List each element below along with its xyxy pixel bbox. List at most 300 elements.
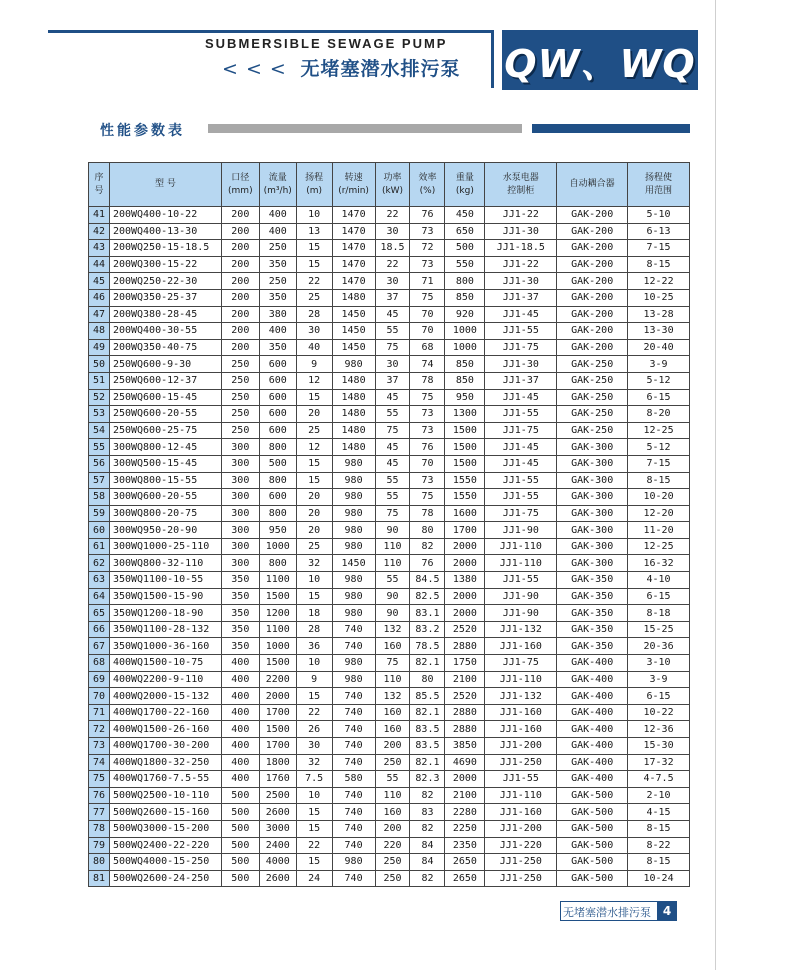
table-cell: 1500 — [259, 721, 296, 738]
table-cell: 500WQ2500-10-110 — [109, 787, 221, 804]
table-cell: 80 — [410, 671, 445, 688]
table-cell: 71 — [89, 704, 110, 721]
page-edge-line — [715, 0, 716, 970]
table-row — [89, 455, 690, 472]
table-cell: 550 — [445, 256, 485, 273]
table-cell: JJ1-18.5 — [485, 240, 557, 257]
table-cell: 2600 — [259, 804, 296, 821]
table-cell: 980 — [332, 505, 375, 522]
table-cell: 70 — [410, 455, 445, 472]
table-cell: 300 — [221, 505, 259, 522]
performance-table — [88, 162, 690, 887]
table-cell: 82 — [410, 820, 445, 837]
table-cell: 740 — [332, 820, 375, 837]
table-cell: JJ1-37 — [485, 289, 557, 306]
table-cell: 300WQ800-20-75 — [109, 505, 221, 522]
table-cell: 740 — [332, 621, 375, 638]
table-cell: GAK-200 — [557, 223, 628, 240]
table-cell: 300 — [221, 455, 259, 472]
table-cell: 250 — [221, 406, 259, 423]
col-control: 水泵电器 控制柜 — [485, 163, 557, 207]
table-row — [89, 273, 690, 290]
table-cell: 400WQ1760-7.5-55 — [109, 771, 221, 788]
table-row — [89, 472, 690, 489]
table-cell: 980 — [332, 489, 375, 506]
table-cell: 250WQ600-9-30 — [109, 356, 221, 373]
table-cell: 51 — [89, 372, 110, 389]
table-cell: 7.5 — [296, 771, 332, 788]
table-cell: 2280 — [445, 804, 485, 821]
table-cell: 160 — [375, 638, 410, 655]
table-cell: 80 — [410, 522, 445, 539]
table-cell: 10 — [296, 207, 332, 224]
table-cell: 75 — [410, 389, 445, 406]
table-cell: 1000 — [445, 339, 485, 356]
table-cell: 22 — [375, 207, 410, 224]
table-cell: 83.5 — [410, 721, 445, 738]
table-cell: 800 — [259, 555, 296, 572]
table-cell: 350 — [221, 588, 259, 605]
table-cell: GAK-400 — [557, 771, 628, 788]
table-cell: 600 — [259, 372, 296, 389]
table-cell: 800 — [259, 505, 296, 522]
table-cell: 8-15 — [628, 256, 690, 273]
table-cell: 200WQ400-30-55 — [109, 323, 221, 340]
table-cell: 78.5 — [410, 638, 445, 655]
table-cell: 78 — [410, 372, 445, 389]
table-cell: 36 — [296, 638, 332, 655]
table-cell: 42 — [89, 223, 110, 240]
table-cell: 740 — [332, 870, 375, 887]
table-cell: 250 — [375, 870, 410, 887]
table-cell: 1550 — [445, 472, 485, 489]
table-row — [89, 356, 690, 373]
table-cell: 500 — [221, 804, 259, 821]
table-cell: 12 — [296, 439, 332, 456]
table-cell: 1500 — [445, 422, 485, 439]
table-cell: 44 — [89, 256, 110, 273]
table-cell: 500 — [221, 820, 259, 837]
table-cell: 1480 — [332, 422, 375, 439]
table-cell: 400WQ1500-10-75 — [109, 655, 221, 672]
table-row — [89, 555, 690, 572]
table-cell: 300 — [221, 472, 259, 489]
table-cell: 200 — [221, 223, 259, 240]
table-cell: 67 — [89, 638, 110, 655]
table-cell: 82.3 — [410, 771, 445, 788]
table-cell: 950 — [445, 389, 485, 406]
table-cell: JJ1-110 — [485, 538, 557, 555]
table-cell: 30 — [375, 273, 410, 290]
table-cell: 300WQ500-15-45 — [109, 455, 221, 472]
col-speed: 转速 (r/min) — [332, 163, 375, 207]
table-cell: 250WQ600-25-75 — [109, 422, 221, 439]
table-cell: 76 — [89, 787, 110, 804]
table-row — [89, 223, 690, 240]
table-cell: 55 — [375, 323, 410, 340]
table-cell: 740 — [332, 704, 375, 721]
table-cell: 400 — [221, 704, 259, 721]
table-cell: 350 — [259, 256, 296, 273]
table-cell: 83.1 — [410, 605, 445, 622]
table-cell: 48 — [89, 323, 110, 340]
table-cell: 78 — [89, 820, 110, 837]
table-cell: 6-15 — [628, 688, 690, 705]
table-cell: 46 — [89, 289, 110, 306]
table-cell: GAK-500 — [557, 854, 628, 871]
table-cell: 400 — [259, 223, 296, 240]
table-cell: GAK-300 — [557, 439, 628, 456]
table-cell: 450 — [445, 207, 485, 224]
table-cell: 980 — [332, 655, 375, 672]
table-cell: 30 — [375, 356, 410, 373]
table-row — [89, 621, 690, 638]
table-cell: 20 — [296, 406, 332, 423]
table-cell: 56 — [89, 455, 110, 472]
table-cell: 18 — [296, 605, 332, 622]
table-cell: 53 — [89, 406, 110, 423]
table-cell: 300 — [221, 522, 259, 539]
table-cell: 1760 — [259, 771, 296, 788]
table-row — [89, 688, 690, 705]
table-cell: 2200 — [259, 671, 296, 688]
table-cell: 78 — [410, 505, 445, 522]
table-cell: 12 — [296, 372, 332, 389]
table-cell: 1450 — [332, 555, 375, 572]
table-cell: 4-7.5 — [628, 771, 690, 788]
table-row — [89, 638, 690, 655]
table-cell: 90 — [375, 588, 410, 605]
table-cell: 83.5 — [410, 738, 445, 755]
table-cell: 71 — [410, 273, 445, 290]
table-cell: GAK-400 — [557, 721, 628, 738]
table-cell: JJ1-30 — [485, 356, 557, 373]
table-cell: 400 — [259, 207, 296, 224]
table-cell: GAK-300 — [557, 555, 628, 572]
table-row — [89, 671, 690, 688]
table-cell: JJ1-160 — [485, 804, 557, 821]
table-cell: 1470 — [332, 240, 375, 257]
table-cell: 20-40 — [628, 339, 690, 356]
table-row — [89, 738, 690, 755]
header-title-en: SUBMERSIBLE SEWAGE PUMP — [205, 36, 448, 51]
table-cell: 3850 — [445, 738, 485, 755]
table-body — [89, 207, 690, 887]
table-cell: 980 — [332, 538, 375, 555]
table-cell: 1380 — [445, 572, 485, 589]
table-cell: 1700 — [445, 522, 485, 539]
table-cell: 200 — [221, 240, 259, 257]
table-row — [89, 522, 690, 539]
table-cell: 64 — [89, 588, 110, 605]
table-cell: 200WQ400-13-30 — [109, 223, 221, 240]
table-cell: 41 — [89, 207, 110, 224]
table-cell: 500WQ4000-15-250 — [109, 854, 221, 871]
table-cell: 350 — [259, 289, 296, 306]
table-cell: 55 — [89, 439, 110, 456]
table-cell: 600 — [259, 422, 296, 439]
table-cell: 850 — [445, 289, 485, 306]
table-cell: 76 — [410, 555, 445, 572]
table-cell: 12-20 — [628, 505, 690, 522]
table-cell: 600 — [259, 406, 296, 423]
table-cell: JJ1-75 — [485, 505, 557, 522]
table-cell: 200WQ400-10-22 — [109, 207, 221, 224]
table-cell: 2000 — [445, 538, 485, 555]
table-cell: 82.1 — [410, 655, 445, 672]
table-cell: GAK-500 — [557, 820, 628, 837]
table-cell: GAK-400 — [557, 671, 628, 688]
col-power: 功率 (kW) — [375, 163, 410, 207]
table-cell: 1500 — [259, 655, 296, 672]
table-cell: 1700 — [259, 738, 296, 755]
table-cell: 500 — [259, 455, 296, 472]
table-cell: 500WQ2600-15-160 — [109, 804, 221, 821]
table-cell: 400 — [221, 771, 259, 788]
table-cell: 18.5 — [375, 240, 410, 257]
table-cell: 400WQ2200-9-110 — [109, 671, 221, 688]
table-cell: JJ1-110 — [485, 555, 557, 572]
table-cell: 20-36 — [628, 638, 690, 655]
table-cell: 740 — [332, 837, 375, 854]
table-cell: 1450 — [332, 323, 375, 340]
table-cell: 740 — [332, 638, 375, 655]
table-cell: JJ1-22 — [485, 207, 557, 224]
table-cell: 350WQ1000-36-160 — [109, 638, 221, 655]
table-cell: 9 — [296, 671, 332, 688]
table-cell: 400 — [221, 688, 259, 705]
table-cell: GAK-250 — [557, 389, 628, 406]
table-cell: 12-36 — [628, 721, 690, 738]
table-cell: GAK-350 — [557, 621, 628, 638]
table-cell: JJ1-37 — [485, 372, 557, 389]
table-cell: 30 — [375, 223, 410, 240]
table-cell: 400WQ1700-30-200 — [109, 738, 221, 755]
table-cell: 160 — [375, 704, 410, 721]
table-cell: 55 — [375, 406, 410, 423]
table-cell: 10 — [296, 787, 332, 804]
table-cell: 800 — [445, 273, 485, 290]
table-cell: 2520 — [445, 688, 485, 705]
table-cell: 600 — [259, 356, 296, 373]
table-cell: 600 — [259, 489, 296, 506]
table-cell: 25 — [296, 538, 332, 555]
table-cell: 47 — [89, 306, 110, 323]
table-cell: 250 — [259, 273, 296, 290]
table-cell: GAK-400 — [557, 754, 628, 771]
table-cell: 73 — [410, 223, 445, 240]
table-cell: 2000 — [445, 771, 485, 788]
table-cell: JJ1-250 — [485, 870, 557, 887]
table-cell: 200 — [375, 820, 410, 837]
table-row — [89, 572, 690, 589]
table-cell: 300 — [221, 439, 259, 456]
table-cell: 76 — [410, 207, 445, 224]
table-cell: 380 — [259, 306, 296, 323]
table-cell: 500 — [221, 870, 259, 887]
table-cell: 75 — [410, 489, 445, 506]
table-cell: 12-22 — [628, 273, 690, 290]
table-cell: 2000 — [259, 688, 296, 705]
table-cell: 350 — [221, 572, 259, 589]
table-row — [89, 289, 690, 306]
table-row — [89, 306, 690, 323]
table-cell: 16-32 — [628, 555, 690, 572]
table-cell: 200 — [221, 306, 259, 323]
table-cell: 400 — [221, 655, 259, 672]
table-cell: 1470 — [332, 256, 375, 273]
table-cell: 2100 — [445, 671, 485, 688]
table-cell: 740 — [332, 787, 375, 804]
table-row — [89, 754, 690, 771]
table-cell: 132 — [375, 621, 410, 638]
table-cell: 920 — [445, 306, 485, 323]
table-cell: 79 — [89, 837, 110, 854]
table-cell: JJ1-75 — [485, 655, 557, 672]
table-cell: 5-12 — [628, 372, 690, 389]
table-cell: 77 — [89, 804, 110, 821]
table-cell: JJ1-45 — [485, 455, 557, 472]
col-efficiency: 效率 (%) — [410, 163, 445, 207]
col-range: 扬程使 用范围 — [628, 163, 690, 207]
table-cell: 5-10 — [628, 207, 690, 224]
table-cell: GAK-500 — [557, 870, 628, 887]
table-cell: 500 — [221, 787, 259, 804]
table-cell: 110 — [375, 555, 410, 572]
table-cell: JJ1-250 — [485, 754, 557, 771]
table-row — [89, 372, 690, 389]
table-cell: 68 — [89, 655, 110, 672]
table-cell: 300 — [221, 489, 259, 506]
table-cell: 500 — [221, 854, 259, 871]
table-cell: 45 — [375, 455, 410, 472]
table-cell: 8-22 — [628, 837, 690, 854]
table-cell: 250 — [221, 389, 259, 406]
table-row — [89, 804, 690, 821]
table-cell: GAK-200 — [557, 207, 628, 224]
table-row — [89, 787, 690, 804]
table-header — [89, 163, 690, 207]
table-cell: 400WQ1800-32-250 — [109, 754, 221, 771]
table-cell: 980 — [332, 455, 375, 472]
table-cell: 300WQ800-12-45 — [109, 439, 221, 456]
table-cell: 55 — [375, 572, 410, 589]
table-cell: 82 — [410, 538, 445, 555]
table-cell: 22 — [296, 704, 332, 721]
table-cell: 3000 — [259, 820, 296, 837]
table-cell: GAK-300 — [557, 472, 628, 489]
table-cell: JJ1-160 — [485, 638, 557, 655]
table-cell: GAK-500 — [557, 804, 628, 821]
table-cell: 980 — [332, 605, 375, 622]
table-cell: 1480 — [332, 289, 375, 306]
table-cell: 740 — [332, 738, 375, 755]
table-cell: 800 — [259, 439, 296, 456]
table-cell: 28 — [296, 306, 332, 323]
table-cell: JJ1-30 — [485, 273, 557, 290]
table-cell: 84.5 — [410, 572, 445, 589]
table-cell: 25 — [296, 422, 332, 439]
table-cell: 12-25 — [628, 538, 690, 555]
table-cell: 800 — [259, 472, 296, 489]
table-cell: JJ1-75 — [485, 422, 557, 439]
table-cell: GAK-300 — [557, 538, 628, 555]
table-cell: 45 — [375, 306, 410, 323]
table-cell: 1600 — [445, 505, 485, 522]
table-cell: 200 — [221, 256, 259, 273]
table-cell: 74 — [410, 356, 445, 373]
table-cell: 1100 — [259, 621, 296, 638]
table-cell: 132 — [375, 688, 410, 705]
table-cell: GAK-500 — [557, 837, 628, 854]
col-head: 扬程 (m) — [296, 163, 332, 207]
header-title-cn — [222, 54, 460, 81]
table-cell: 350 — [221, 621, 259, 638]
table-cell: GAK-200 — [557, 273, 628, 290]
table-cell: 22 — [296, 837, 332, 854]
table-cell: 2000 — [445, 555, 485, 572]
table-cell: JJ1-132 — [485, 688, 557, 705]
table-cell: 500WQ2400-22-220 — [109, 837, 221, 854]
table-cell: 75 — [375, 339, 410, 356]
table-cell: 11-20 — [628, 522, 690, 539]
header-title-cn-text: 无堵塞潜水排污泵 — [300, 58, 461, 80]
table-row — [89, 256, 690, 273]
table-cell: 300WQ800-32-110 — [109, 555, 221, 572]
table-cell: 200WQ250-15-18.5 — [109, 240, 221, 257]
col-coupler: 自动耦合器 — [557, 163, 628, 207]
table-cell: 1750 — [445, 655, 485, 672]
table-cell: 60 — [89, 522, 110, 539]
table-cell: 15 — [296, 389, 332, 406]
table-cell: GAK-200 — [557, 240, 628, 257]
table-cell: 350WQ1500-15-90 — [109, 588, 221, 605]
table-cell: JJ1-110 — [485, 787, 557, 804]
table-row — [89, 704, 690, 721]
table-cell: 200WQ350-25-37 — [109, 289, 221, 306]
table-cell: 3-9 — [628, 671, 690, 688]
table-cell: 73 — [410, 472, 445, 489]
table-cell: 1000 — [259, 538, 296, 555]
table-cell: 15 — [296, 240, 332, 257]
table-cell: 350 — [259, 339, 296, 356]
table-cell: 200WQ250-22-30 — [109, 273, 221, 290]
table-cell: 400WQ2000-15-132 — [109, 688, 221, 705]
table-cell: 850 — [445, 356, 485, 373]
table-row — [89, 605, 690, 622]
table-cell: 52 — [89, 389, 110, 406]
table-cell: 350WQ1200-18-90 — [109, 605, 221, 622]
table-cell: 10-20 — [628, 489, 690, 506]
table-cell: 300 — [221, 555, 259, 572]
table-cell: JJ1-45 — [485, 389, 557, 406]
table-cell: 250WQ600-15-45 — [109, 389, 221, 406]
footer-title: 无堵塞潜水排污泵 — [560, 902, 657, 920]
product-logo-text: QW、WQ — [504, 41, 696, 86]
table-cell: 1450 — [332, 306, 375, 323]
table-cell: 72 — [410, 240, 445, 257]
table-cell: 980 — [332, 472, 375, 489]
table-cell: 200WQ350-40-75 — [109, 339, 221, 356]
table-cell: 62 — [89, 555, 110, 572]
table-cell: GAK-250 — [557, 356, 628, 373]
table-cell: 200 — [375, 738, 410, 755]
table-cell: 1550 — [445, 489, 485, 506]
table-cell: 30 — [296, 323, 332, 340]
table-row — [89, 389, 690, 406]
table-cell: 22 — [375, 256, 410, 273]
table-cell: 15 — [296, 804, 332, 821]
